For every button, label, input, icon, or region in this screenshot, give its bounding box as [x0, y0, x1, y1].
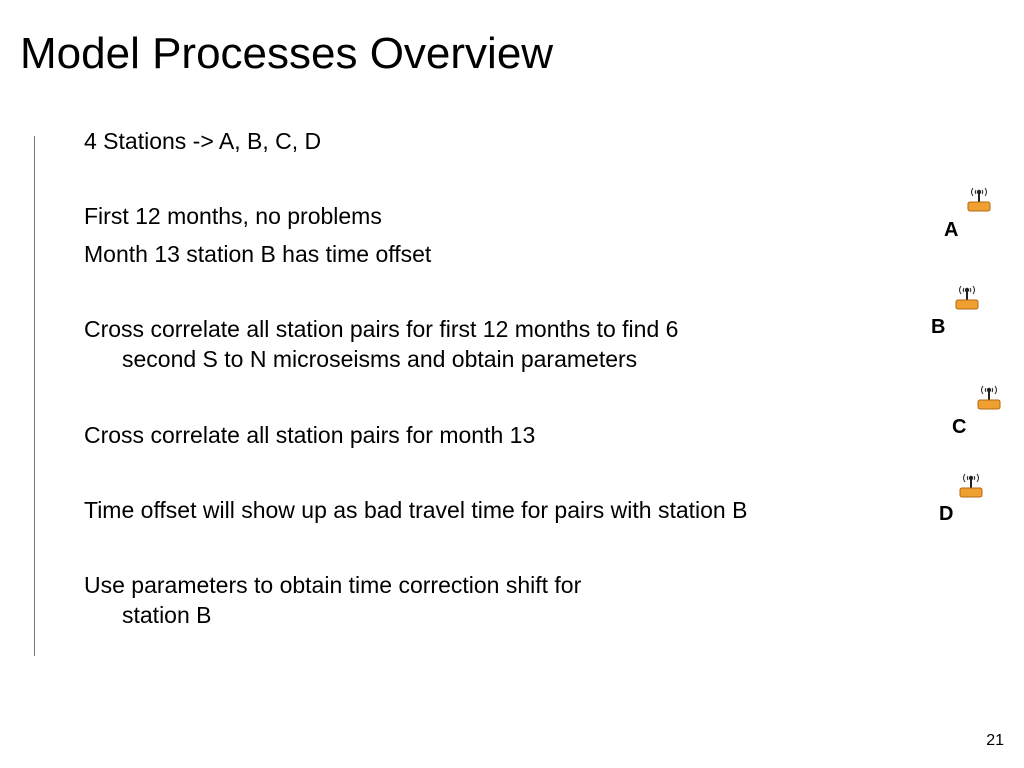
bullet-3: [84, 239, 431, 269]
station-d: [956, 470, 986, 505]
bullet-2: [84, 201, 382, 231]
bullet-text-continued: second S to N microseisms and obtain parameters: [122, 346, 638, 372]
station-label-b: B: [931, 316, 946, 338]
station-label-d: D: [939, 503, 954, 525]
bullet-text: Use parameters to obtain time correction shift for: [84, 572, 582, 598]
page-number: 21: [986, 732, 1004, 749]
seismic-station-icon: [956, 470, 986, 500]
bullet-4: [84, 314, 678, 374]
bullet-text: Time offset will show up as bad travel time for pairs with station B: [84, 497, 748, 523]
bullet-text: 4 Stations -> A, B, C, D: [84, 128, 322, 154]
slide-title: Model Processes Overview: [20, 29, 554, 78]
bullet-6: [84, 495, 747, 525]
bullet-text: Cross correlate all station pairs for first 12 months to find 6: [84, 316, 679, 342]
station-b: [952, 282, 982, 317]
seismic-station-icon: [952, 282, 982, 312]
bullet-text: Month 13 station B has time offset: [84, 241, 432, 267]
bullet-text: Cross correlate all station pairs for month 13: [84, 422, 536, 448]
station-a: [964, 184, 994, 219]
bullet-1: [84, 126, 321, 156]
bullet-text: First 12 months, no problems: [84, 203, 382, 229]
bullet-5: [84, 420, 535, 450]
station-c: [974, 382, 1004, 417]
bullet-7: [84, 570, 581, 630]
bullet-text-continued: station B: [122, 602, 212, 628]
left-divider: [34, 136, 35, 656]
seismic-station-icon: [964, 184, 994, 214]
station-label-a: A: [944, 219, 959, 241]
station-label-c: C: [952, 416, 967, 438]
seismic-station-icon: [974, 382, 1004, 412]
